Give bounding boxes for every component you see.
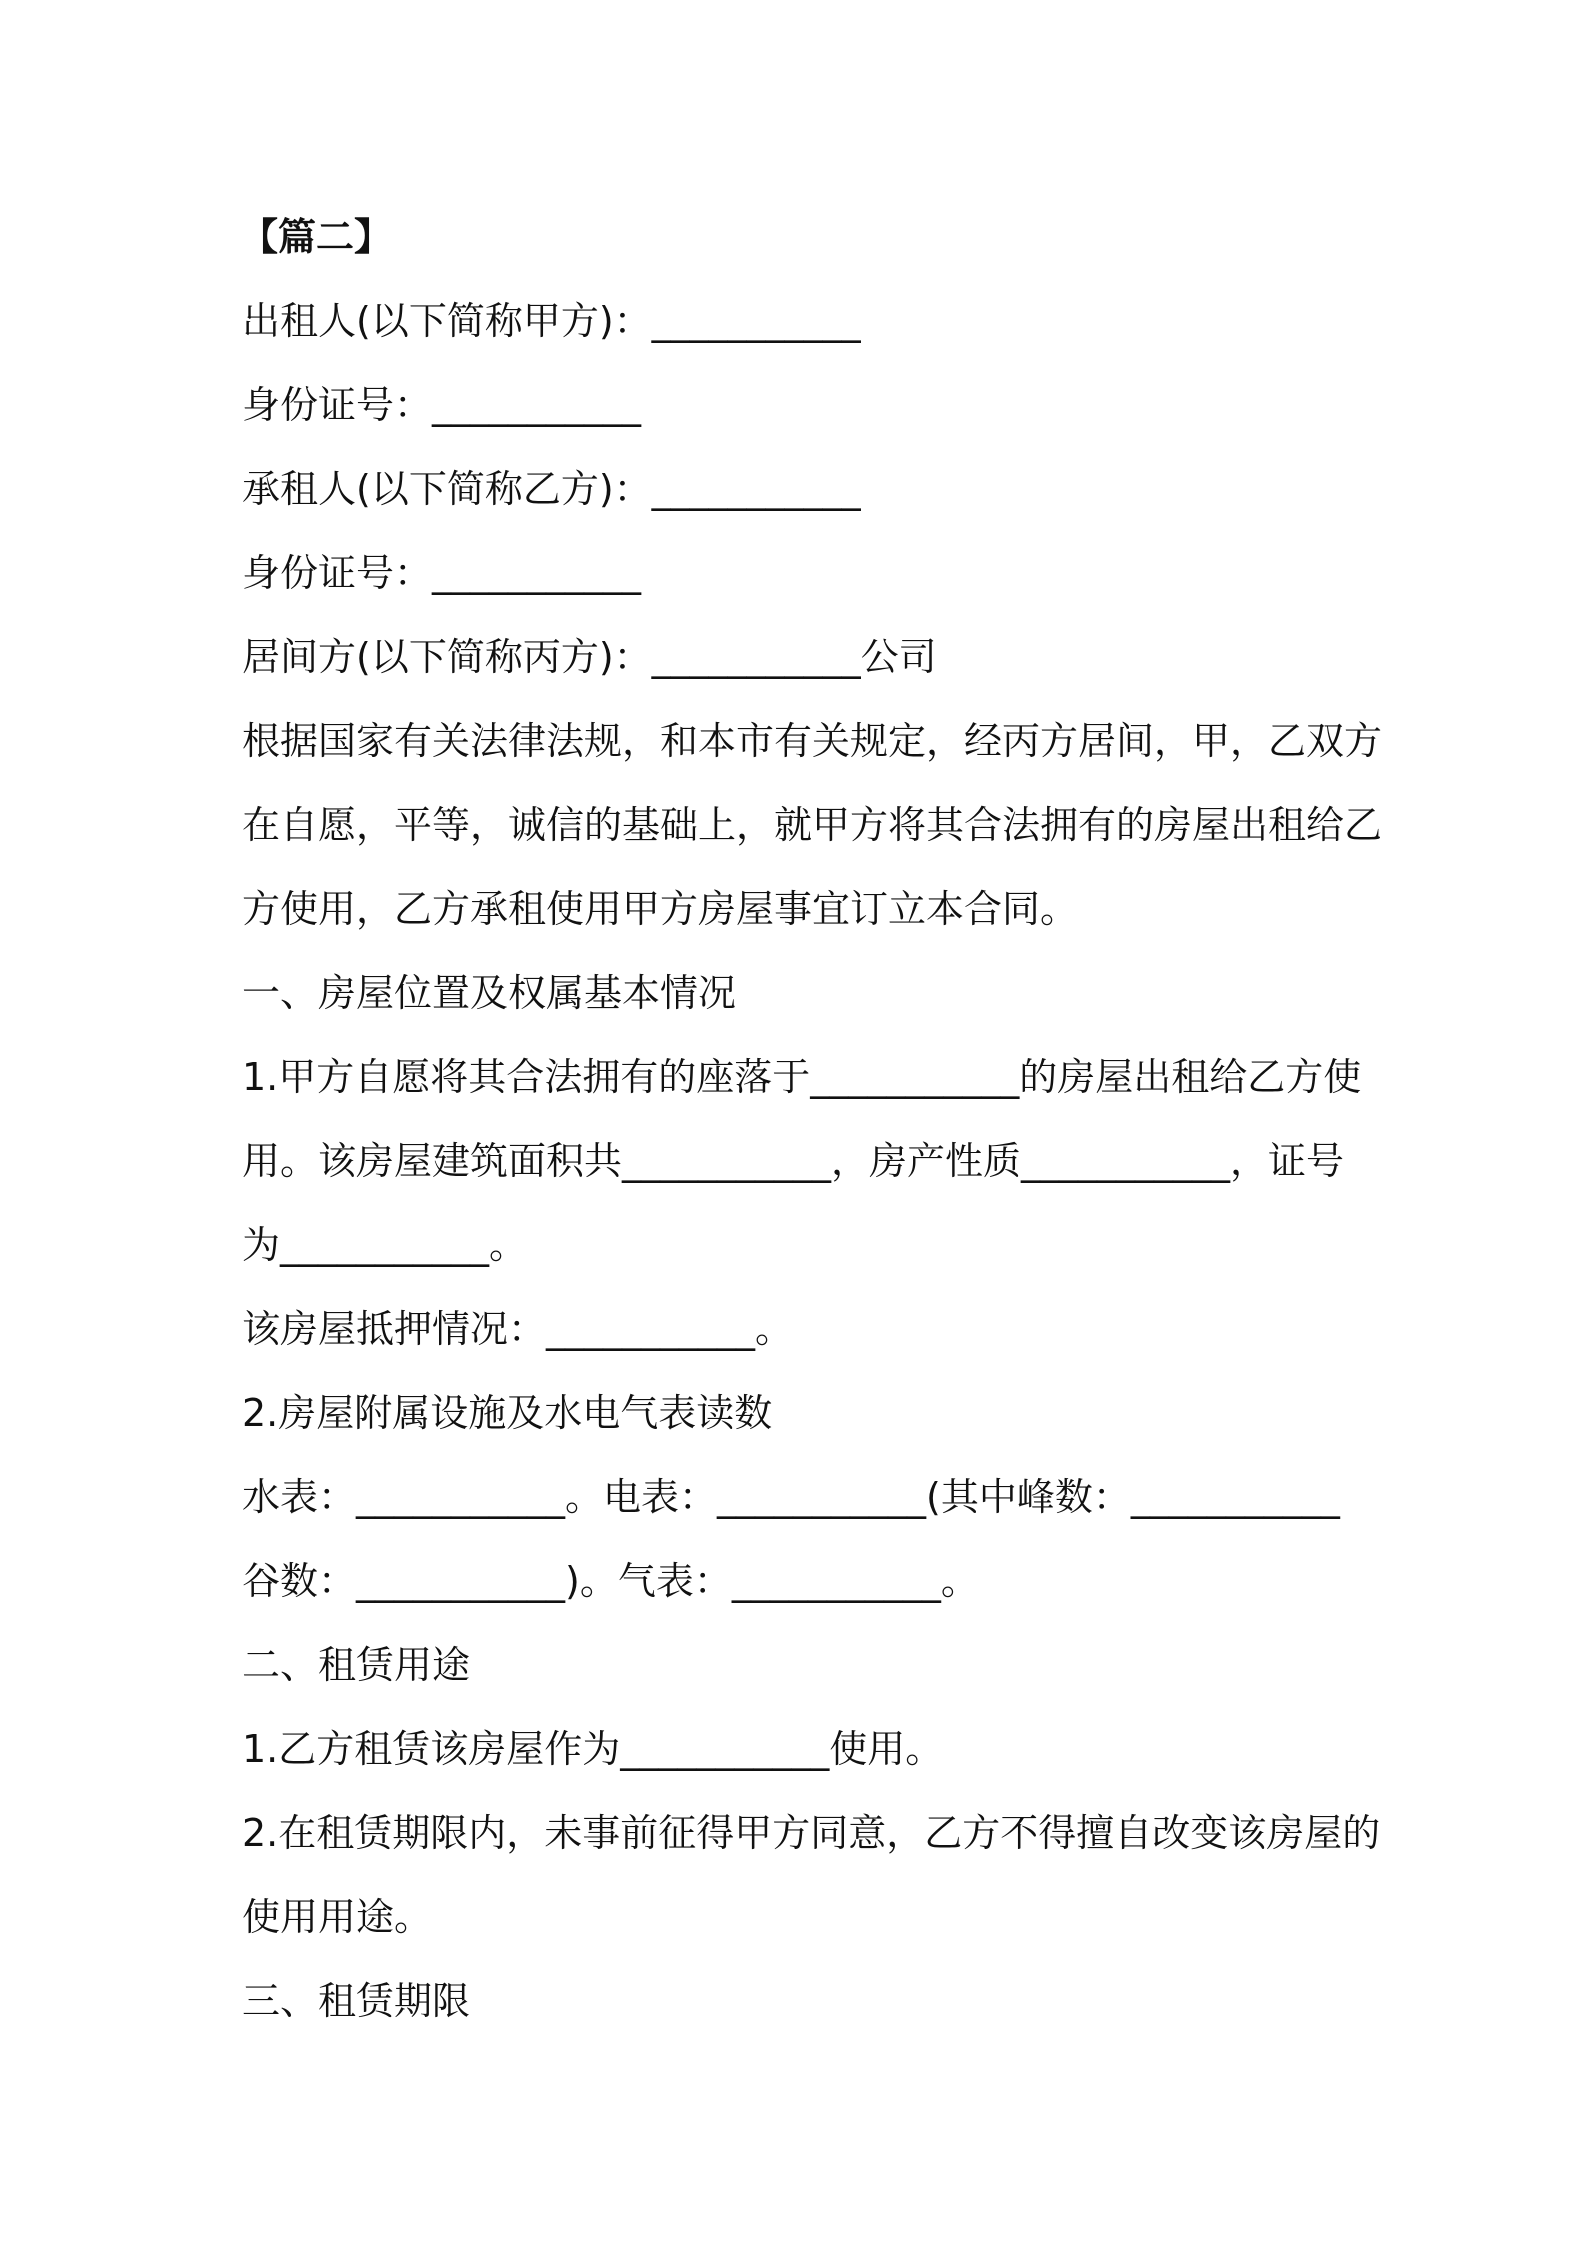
clause-1-1-line-1: 1.甲方自愿将其合法拥有的座落于___________的房屋出租给乙方使 bbox=[242, 1055, 1362, 1099]
meter-line-1: 水表：___________。电表：___________(其中峰数：___________ bbox=[242, 1475, 1340, 1519]
clause-2-2-line-1: 2.在租赁期限内，未事前征得甲方同意，乙方不得擅自改变该房屋的 bbox=[242, 1811, 1381, 1855]
clause-2-2-line-2: 使用用途。 bbox=[242, 1895, 433, 1939]
clause-1-1-line-3: 为___________。 bbox=[242, 1223, 528, 1267]
lessor-id-line: 身份证号：___________ bbox=[242, 383, 642, 427]
mortgage-line: 该房屋抵押情况：___________。 bbox=[242, 1307, 794, 1351]
preamble-line-1: 根据国家有关法律法规，和本市有关规定，经丙方居间，甲，乙双方 bbox=[242, 719, 1383, 763]
section-title-2: 二、租赁用途 bbox=[242, 1643, 471, 1687]
contract-page bbox=[240, 195, 1383, 2043]
meter-line-2: 谷数：___________)。气表：___________。 bbox=[242, 1559, 979, 1603]
lessee-line: 承租人(以下简称乙方)：___________ bbox=[242, 467, 861, 511]
clause-2-1: 1.乙方租赁该房屋作为___________使用。 bbox=[242, 1727, 944, 1771]
lessee-id-line: 身份证号：___________ bbox=[242, 551, 642, 595]
preamble-line-3: 方使用，乙方承租使用甲方房屋事宜订立本合同。 bbox=[242, 887, 1079, 931]
lessor-line: 出租人(以下简称甲方)：___________ bbox=[242, 299, 861, 343]
document-heading: 【篇二】 bbox=[240, 215, 393, 259]
clause-1-1-line-2: 用。该房屋建筑面积共___________，房产性质___________，证号 bbox=[242, 1139, 1345, 1183]
section-title-1: 一、房屋位置及权属基本情况 bbox=[242, 971, 737, 1015]
section-title-3: 三、租赁期限 bbox=[242, 1979, 471, 2023]
clause-1-2-title: 2.房屋附属设施及水电气表读数 bbox=[242, 1391, 773, 1435]
preamble-line-2: 在自愿，平等，诚信的基础上，就甲方将其合法拥有的房屋出租给乙 bbox=[242, 803, 1383, 847]
intermediary-line: 居间方(以下简称丙方)：___________公司 bbox=[242, 635, 937, 679]
